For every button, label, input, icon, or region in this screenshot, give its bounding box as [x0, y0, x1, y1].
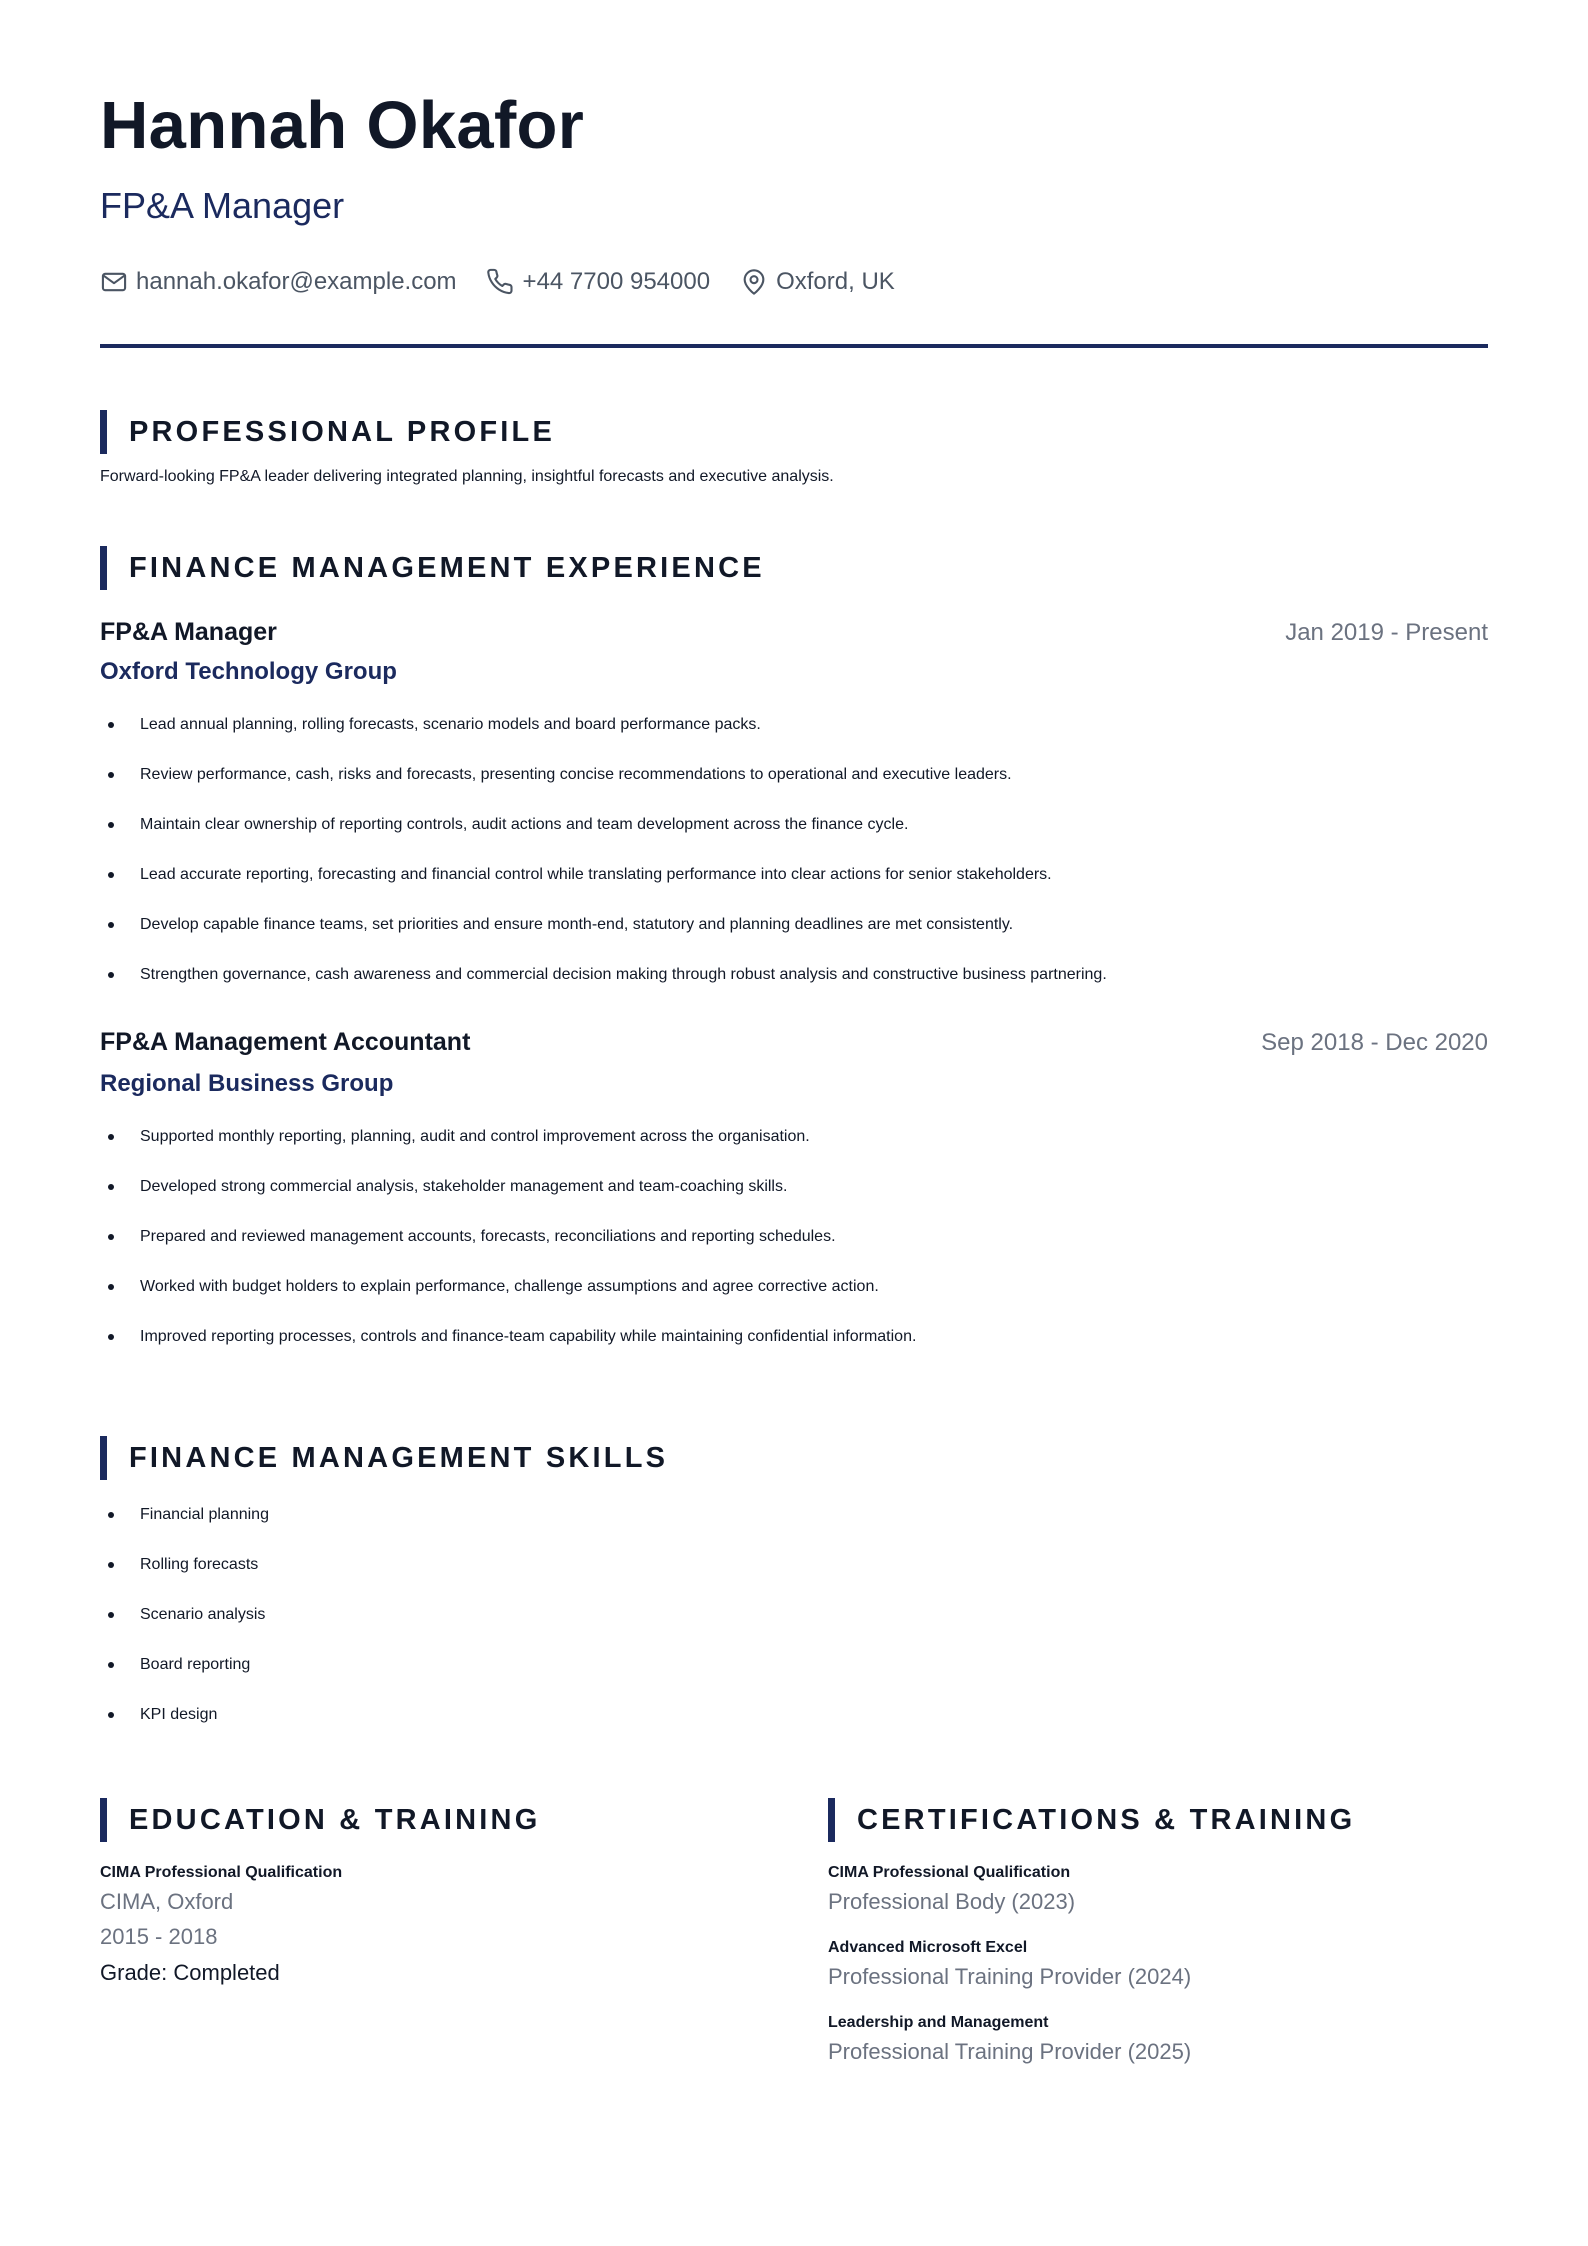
- list-item: Review performance, cash, risks and forecasts, presenting concise recommendations to operational and executive leaders.: [100, 764, 1107, 814]
- contact-row: [100, 268, 925, 296]
- list-item: Prepared and reviewed management accounts, forecasts, reconciliations and reporting schedules.: [100, 1226, 916, 1276]
- skills-list: [100, 1504, 269, 1754]
- section-title: FINANCE MANAGEMENT SKILLS: [129, 1441, 669, 1474]
- section-accent-bar: [100, 1798, 107, 1842]
- section-title: FINANCE MANAGEMENT EXPERIENCE: [129, 551, 765, 584]
- phone-text: +44 7700 954000: [522, 268, 711, 295]
- education-institution: CIMA, Oxford: [100, 1889, 234, 1914]
- certification-issuer: Professional Body (2023): [828, 1889, 1076, 1914]
- job-dates: Jan 2019 - Present: [1285, 619, 1488, 646]
- list-item: Develop capable finance teams, set priorities and ensure month-end, statutory and planning deadlines are met consistently.: [100, 914, 1107, 964]
- candidate-name: Hannah Okafor: [100, 88, 585, 163]
- skill-item: KPI design: [100, 1704, 269, 1754]
- job-bullets: [100, 1126, 916, 1376]
- section-heading-education: [100, 1798, 540, 1842]
- list-item: Supported monthly reporting, planning, audit and control improvement across the organisation.: [100, 1126, 916, 1176]
- contact-email[interactable]: [100, 268, 457, 296]
- section-heading-profile: [100, 410, 555, 454]
- list-item: Strengthen governance, cash awareness and commercial decision making through robust analysis and constructive business partnering.: [100, 964, 1107, 1014]
- certification-name: CIMA Professional Qualification: [828, 1864, 1071, 1881]
- contact-phone[interactable]: [487, 268, 711, 296]
- job-company: Regional Business Group: [100, 1070, 394, 1097]
- list-item: Developed strong commercial analysis, stakeholder management and team-coaching skills.: [100, 1176, 916, 1226]
- profile-summary: Forward-looking FP&A leader delivering integrated planning, insightful forecasts and executive analysis.: [100, 468, 834, 485]
- section-heading-certifications: [828, 1798, 1355, 1842]
- section-accent-bar: [100, 546, 107, 590]
- email-text: hannah.okafor@example.com: [136, 268, 457, 295]
- candidate-role: FP&A Manager: [100, 185, 345, 226]
- certification-name: Leadership and Management: [828, 2014, 1049, 2031]
- certification-name: Advanced Microsoft Excel: [828, 1939, 1028, 1956]
- skill-item: Scenario analysis: [100, 1604, 269, 1654]
- list-item: Lead accurate reporting, forecasting and financial control while translating performance into clear actions for senior stakeholders.: [100, 864, 1107, 914]
- job-dates: Sep 2018 - Dec 2020: [1261, 1029, 1488, 1056]
- list-item: Lead annual planning, rolling forecasts, scenario models and board performance packs.: [100, 714, 1107, 764]
- job-company: Oxford Technology Group: [100, 658, 397, 685]
- list-item: Worked with budget holders to explain performance, challenge assumptions and agree corrective action.: [100, 1276, 916, 1326]
- phone-icon: [487, 268, 515, 296]
- education-grade: Grade: Completed: [100, 1960, 280, 1985]
- list-item: Improved reporting processes, controls and finance-team capability while maintaining confidential information.: [100, 1326, 916, 1376]
- section-accent-bar: [100, 410, 107, 454]
- section-title: PROFESSIONAL PROFILE: [129, 415, 556, 448]
- section-title: CERTIFICATIONS & TRAINING: [857, 1803, 1356, 1836]
- skill-item: Financial planning: [100, 1504, 269, 1554]
- section-title: EDUCATION & TRAINING: [129, 1803, 541, 1836]
- certification-issuer: Professional Training Provider (2025): [828, 2039, 1192, 2064]
- location-text: Oxford, UK: [776, 268, 895, 295]
- header-divider: [100, 344, 1488, 348]
- job-title: FP&A Manager: [100, 618, 277, 646]
- job-title: FP&A Management Accountant: [100, 1028, 471, 1056]
- job-bullets: [100, 714, 1107, 1014]
- section-accent-bar: [828, 1798, 835, 1842]
- list-item: Maintain clear ownership of reporting controls, audit actions and team development across the finance cycle.: [100, 814, 1107, 864]
- certification-issuer: Professional Training Provider (2024): [828, 1964, 1192, 1989]
- section-heading-experience: [100, 546, 765, 590]
- education-name: CIMA Professional Qualification: [100, 1864, 343, 1881]
- skill-item: Board reporting: [100, 1654, 269, 1704]
- mail-icon: [100, 268, 128, 296]
- education-dates: 2015 - 2018: [100, 1924, 218, 1949]
- skill-item: Rolling forecasts: [100, 1554, 269, 1604]
- location-pin-icon: [740, 268, 768, 296]
- section-heading-skills: [100, 1436, 668, 1480]
- section-accent-bar: [100, 1436, 107, 1480]
- contact-location: [740, 268, 895, 296]
